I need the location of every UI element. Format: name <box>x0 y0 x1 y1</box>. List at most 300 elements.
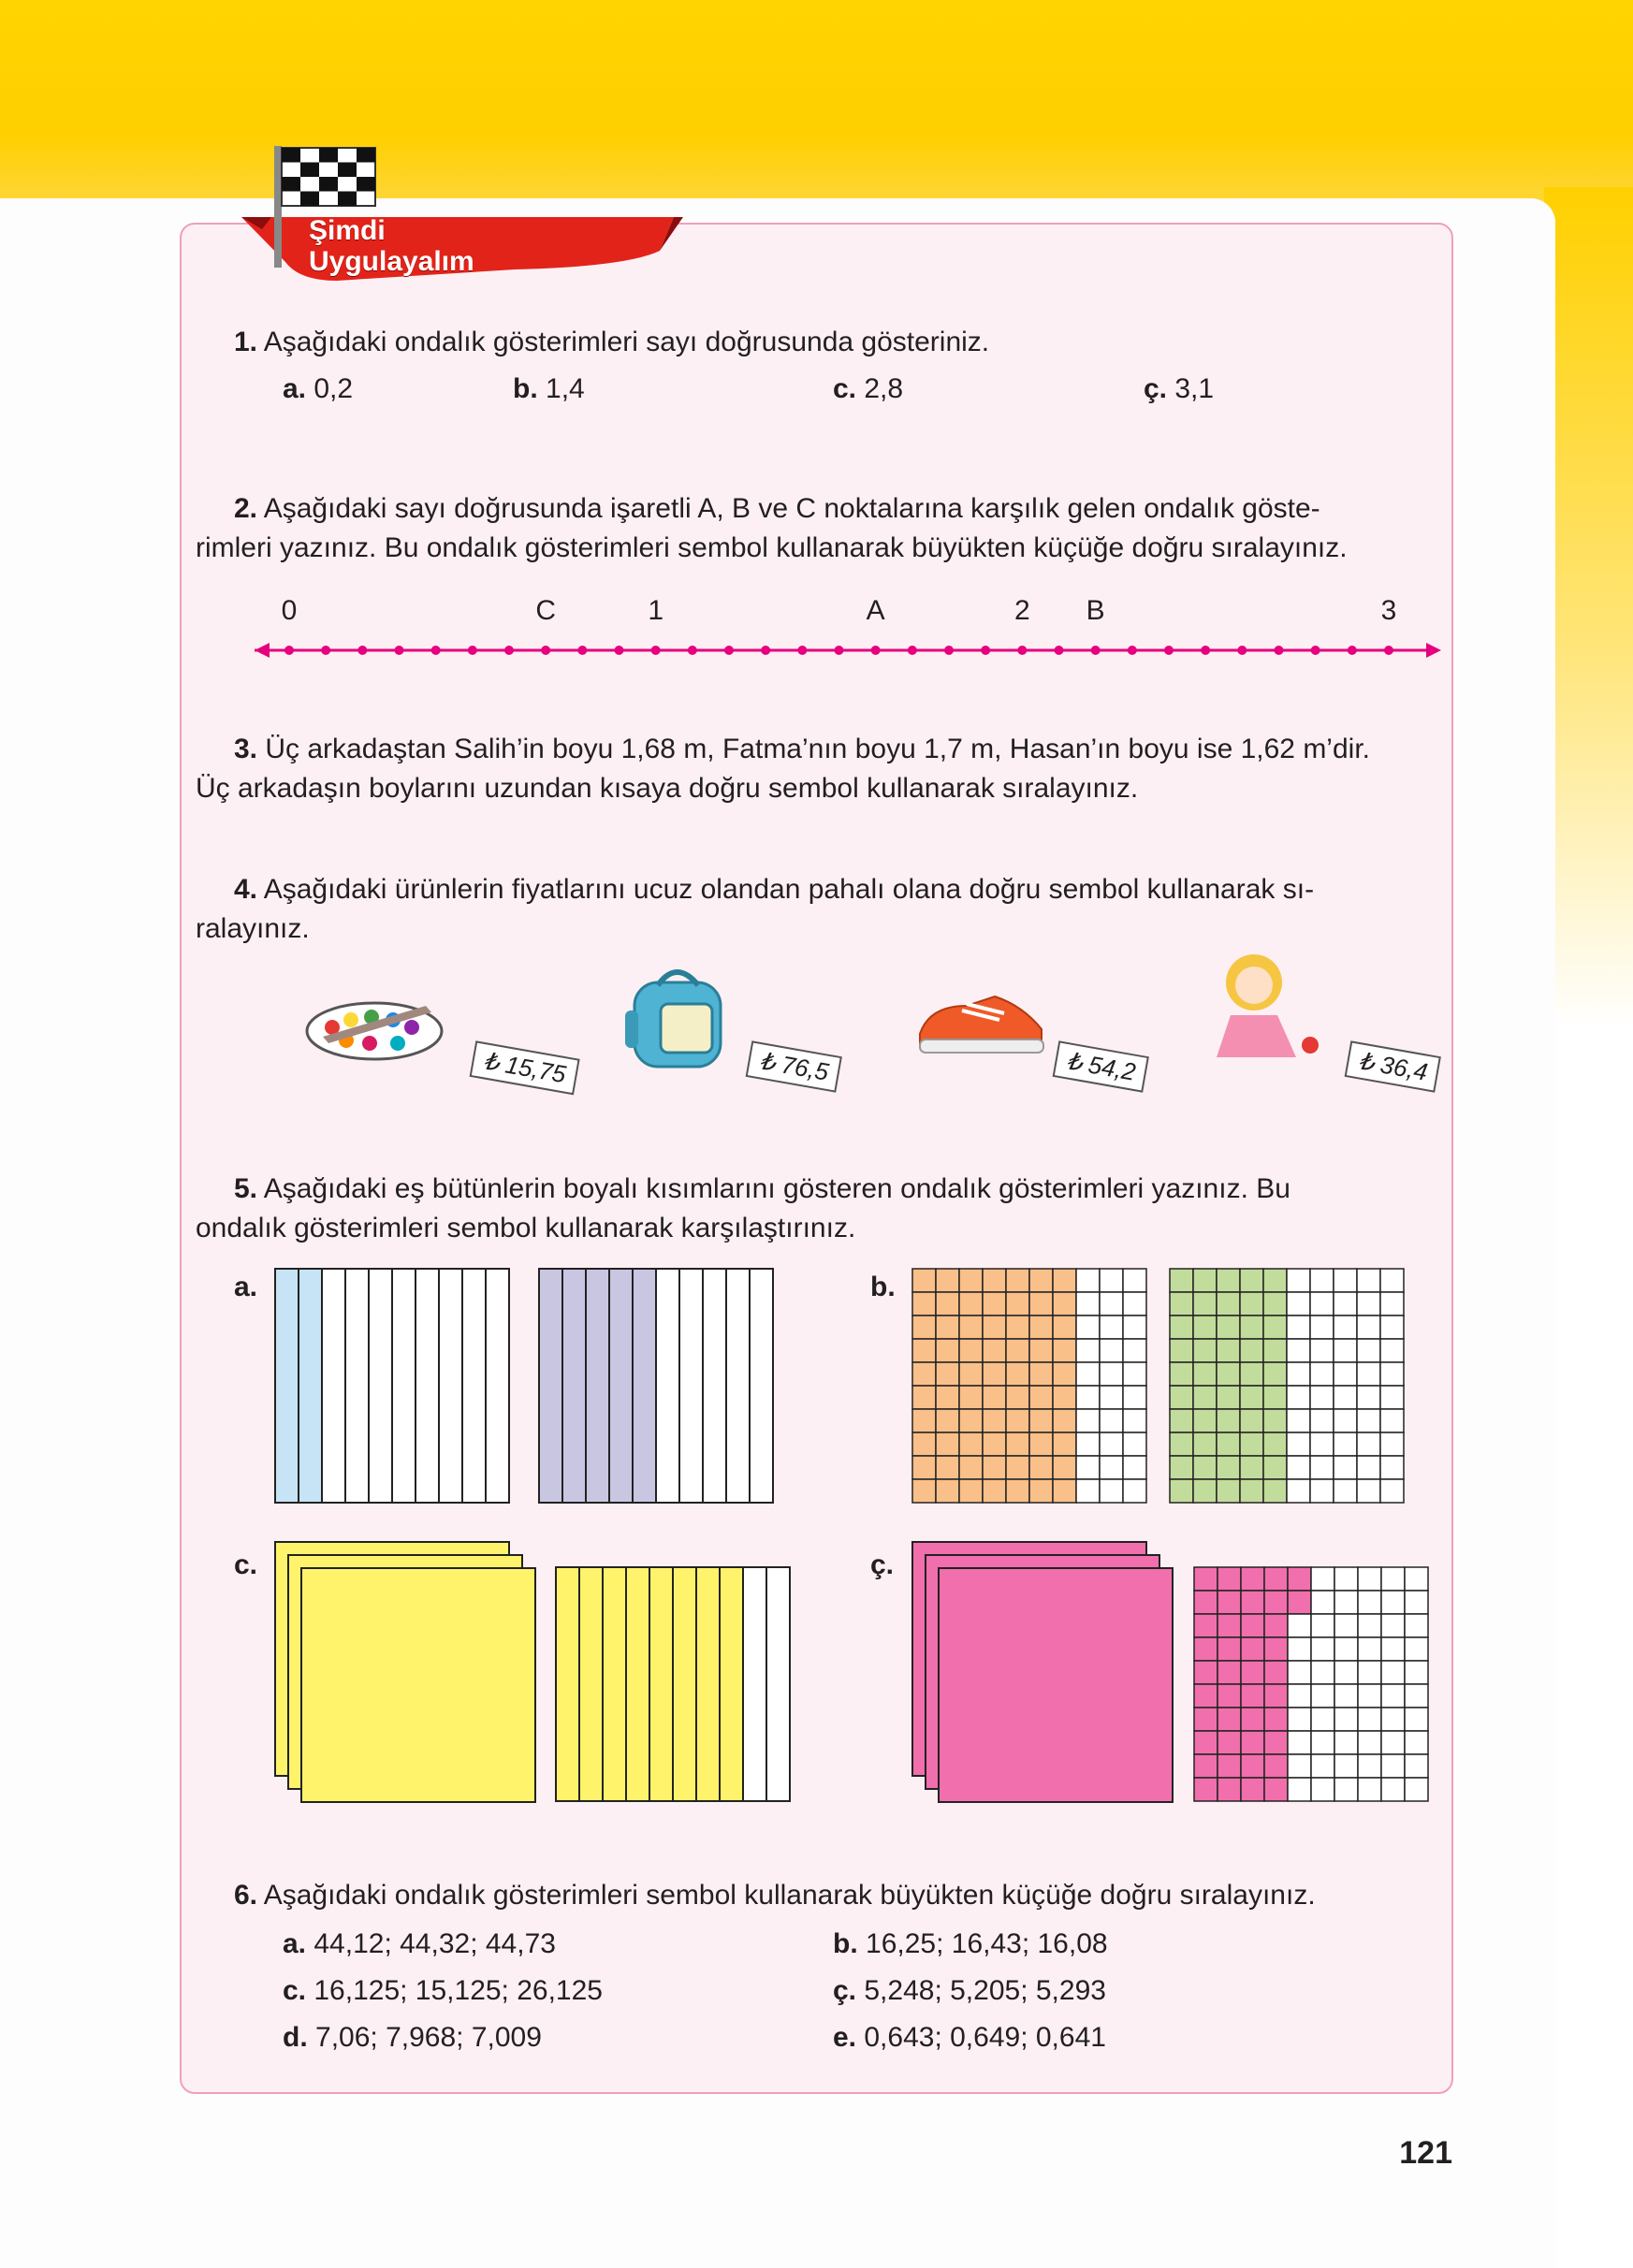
hundredth-cell <box>1405 1708 1428 1731</box>
tenth-strip <box>679 1269 703 1503</box>
hundredth-cell <box>1241 1754 1264 1778</box>
hundredth-cell <box>936 1316 959 1339</box>
hundredth-cell <box>1123 1386 1146 1409</box>
hundredth-cell <box>1194 1684 1217 1708</box>
q5-part-c-label: c. <box>234 1549 258 1580</box>
hundredth-cell <box>1358 1614 1381 1637</box>
hundredth-cell <box>1405 1637 1428 1661</box>
hundredth-cell <box>1311 1778 1334 1801</box>
hundredth-cell <box>1334 1567 1358 1591</box>
q1-option-cc-label: ç. <box>1144 373 1168 404</box>
hundredth-cell <box>1381 1567 1405 1591</box>
hundredth-cell <box>1381 1708 1405 1731</box>
hundredth-cell <box>959 1386 983 1409</box>
hundredth-cell <box>1311 1614 1334 1637</box>
hundredth-cell <box>959 1432 983 1456</box>
hundredth-cell <box>1405 1754 1428 1778</box>
hundredth-cell <box>1100 1269 1123 1292</box>
hundredth-cell <box>1100 1432 1123 1456</box>
hundredth-cell <box>1310 1362 1334 1386</box>
hundredth-cell <box>1123 1479 1146 1503</box>
q5-text-line1: Aşağıdaki eş bütünlerin boyalı kısımlarını gösteren ondalık gösterimleri yazınız. Bu <box>263 1173 1290 1204</box>
hundredth-cell <box>1217 1339 1240 1362</box>
hundredth-cell <box>936 1409 959 1432</box>
hundredth-cell <box>1123 1456 1146 1479</box>
hundredth-cell <box>1405 1778 1428 1801</box>
hundredth-cell <box>1240 1269 1263 1292</box>
hundredth-cell <box>1357 1292 1380 1316</box>
hundredth-cell <box>1217 1661 1241 1684</box>
hundredth-cell <box>912 1269 936 1292</box>
hundredth-cell <box>1287 1362 1310 1386</box>
hundredth-cell <box>1240 1479 1263 1503</box>
hundredth-cell <box>1288 1591 1311 1614</box>
hundredth-cell <box>1193 1456 1217 1479</box>
number-line-label: 1 <box>648 595 663 626</box>
page-number: 121 <box>1399 2135 1452 2171</box>
tenth-strip <box>322 1269 345 1503</box>
hundredth-cell <box>1334 1591 1358 1614</box>
banner-title-line1: Şimdi <box>309 215 386 246</box>
hundredth-cell <box>1217 1684 1241 1708</box>
hundredth-cell <box>959 1409 983 1432</box>
hundredth-cell <box>1053 1339 1076 1362</box>
hundredth-cell <box>1287 1386 1310 1409</box>
hundredth-cell <box>1217 1754 1241 1778</box>
hundredth-cell <box>1310 1432 1334 1456</box>
hundredth-cell <box>1053 1432 1076 1456</box>
hundredth-cell <box>1357 1409 1380 1432</box>
hundredth-cell <box>1241 1684 1264 1708</box>
hundredth-cell <box>1263 1316 1287 1339</box>
hundredth-cell <box>1380 1432 1404 1456</box>
number-line-label: 2 <box>1013 595 1030 626</box>
hundredth-cell <box>1405 1614 1428 1637</box>
hundredth-cell <box>1100 1386 1123 1409</box>
hundredth-cell <box>912 1456 936 1479</box>
hundredth-cell <box>1053 1269 1076 1292</box>
hundredth-cell <box>1100 1292 1123 1316</box>
hundredth-cell <box>1381 1614 1405 1637</box>
hundredth-cell <box>1006 1409 1029 1432</box>
hundredth-cell <box>1217 1778 1241 1801</box>
hundredth-cell <box>1123 1409 1146 1432</box>
hundredth-cell <box>1241 1778 1264 1801</box>
tenth-strip <box>750 1269 773 1503</box>
hundredth-cell <box>1170 1362 1193 1386</box>
hundredth-cell <box>1170 1409 1193 1432</box>
hundredth-cell <box>936 1269 959 1292</box>
hundredth-cell <box>1240 1316 1263 1339</box>
q5-number: 5. <box>234 1173 258 1204</box>
hundredth-cell <box>1358 1684 1381 1708</box>
tenth-strip <box>369 1269 392 1503</box>
hundredth-cell <box>1193 1386 1217 1409</box>
hundredth-cell <box>1358 1637 1381 1661</box>
hundredth-cell <box>1006 1362 1029 1386</box>
number-line-label: C <box>535 595 556 626</box>
hundredth-cell <box>1193 1432 1217 1456</box>
hundredth-cell <box>1287 1316 1310 1339</box>
q1-option-a-label: a. <box>283 373 307 404</box>
hundredth-cell <box>1264 1778 1288 1801</box>
hundredth-cell <box>1217 1637 1241 1661</box>
hundredth-cell <box>1217 1708 1241 1731</box>
hundredth-cell <box>983 1362 1006 1386</box>
hundredth-cell <box>912 1479 936 1503</box>
hundredth-cell <box>1380 1362 1404 1386</box>
hundredth-cell <box>1029 1362 1053 1386</box>
hundredth-cell <box>1053 1386 1076 1409</box>
hundredth-cell <box>1029 1432 1053 1456</box>
hundredth-cell <box>1334 1754 1358 1778</box>
hundredth-cell <box>1170 1386 1193 1409</box>
hundredth-cell <box>1006 1316 1029 1339</box>
hundredth-cell <box>1357 1316 1380 1339</box>
hundredth-cell <box>912 1386 936 1409</box>
hundredth-cell <box>1170 1339 1193 1362</box>
tenth-strip <box>603 1567 626 1801</box>
hundredth-cell <box>1310 1269 1334 1292</box>
hundredth-cell <box>1240 1409 1263 1432</box>
hundredth-cell <box>1311 1754 1334 1778</box>
hundredth-cell <box>1123 1269 1146 1292</box>
hundredth-cell <box>1240 1386 1263 1409</box>
number-line-label: B <box>1086 595 1105 626</box>
hundredth-cell <box>1287 1409 1310 1432</box>
q1-option-b-value: 1,4 <box>546 373 585 404</box>
hundredth-cell <box>983 1316 1006 1339</box>
q5-part-cc-label: ç. <box>870 1549 895 1580</box>
hundredth-cell <box>1100 1316 1123 1339</box>
hundredth-cell <box>1288 1778 1311 1801</box>
tenth-strip <box>462 1269 486 1503</box>
hundredth-cell <box>1358 1778 1381 1801</box>
hundredth-cell <box>983 1292 1006 1316</box>
hundredth-cell <box>1193 1316 1217 1339</box>
hundredth-cell <box>1217 1292 1240 1316</box>
hundredth-cell <box>1194 1661 1217 1684</box>
hundredth-cell <box>1357 1432 1380 1456</box>
hundredth-cell <box>1358 1754 1381 1778</box>
q5-part-a-label: a. <box>234 1272 258 1302</box>
q6-number: 6. <box>234 1880 258 1911</box>
hundredth-cell <box>1263 1409 1287 1432</box>
tenth-strip <box>579 1567 603 1801</box>
q6-option-b <box>833 1925 1108 1964</box>
q6-prompt <box>234 1876 1316 1915</box>
hundredth-cell <box>912 1362 936 1386</box>
hundredth-cell <box>1076 1456 1100 1479</box>
hundredth-cell <box>983 1339 1006 1362</box>
q6-option-d-label: d. <box>283 2022 308 2053</box>
hundredth-cell <box>1076 1432 1100 1456</box>
tenth-strip <box>609 1269 633 1503</box>
tenth-strip <box>392 1269 416 1503</box>
hundredth-cell <box>1029 1316 1053 1339</box>
hundredth-cell <box>983 1479 1006 1503</box>
q6-option-c-value: 16,125; 15,125; 26,125 <box>313 1975 603 2006</box>
q5-part-b-label: b. <box>870 1272 896 1302</box>
tenth-strip <box>439 1269 462 1503</box>
hundredth-cell <box>1053 1409 1076 1432</box>
hundredth-cell <box>1100 1479 1123 1503</box>
hundredth-cell <box>1170 1269 1193 1292</box>
hundredth-cell <box>1193 1479 1217 1503</box>
hundredth-cell <box>1029 1269 1053 1292</box>
q4-number: 4. <box>234 874 258 905</box>
hundredth-cell <box>1334 1479 1357 1503</box>
hundredth-cell <box>1240 1362 1263 1386</box>
hundredth-cell <box>1287 1456 1310 1479</box>
q6-option-b-label: b. <box>833 1928 858 1959</box>
tenth-strip <box>299 1269 322 1503</box>
model-3-2 <box>556 1567 790 1801</box>
hundredth-cell <box>1194 1637 1217 1661</box>
hundredth-cell <box>1217 1432 1240 1456</box>
model-4-1 <box>912 1542 1173 1802</box>
hundredth-cell <box>1287 1269 1310 1292</box>
hundredth-cell <box>1240 1432 1263 1456</box>
price-tag-doll: ₺ 36,4 <box>1345 1040 1442 1092</box>
hundredth-cell <box>936 1362 959 1386</box>
hundredth-cell <box>1170 1479 1193 1503</box>
hundredth-cell <box>1357 1339 1380 1362</box>
hundredth-cell <box>1076 1386 1100 1409</box>
tenth-strip <box>766 1567 790 1801</box>
hundredth-cell <box>1334 1778 1358 1801</box>
hundredth-cell <box>1334 1316 1357 1339</box>
hundredth-cell <box>1264 1661 1288 1684</box>
model-3-1 <box>275 1542 535 1802</box>
number-line-label: 0 <box>281 595 298 626</box>
hundredth-cell <box>1358 1661 1381 1684</box>
q2-text-line1: Aşağıdaki sayı doğrusunda işaretli A, B ve C noktalarına karşılık gelen ondalık göste- <box>263 493 1320 524</box>
hundredth-cell <box>1123 1339 1146 1362</box>
hundredth-cell <box>959 1316 983 1339</box>
hundredth-cell <box>1241 1637 1264 1661</box>
hundredth-cell <box>1288 1614 1311 1637</box>
hundredth-cell <box>1006 1456 1029 1479</box>
hundredth-cell <box>1263 1456 1287 1479</box>
hundredth-cell <box>1334 1661 1358 1684</box>
tenth-strip <box>626 1567 649 1801</box>
q6-option-a-label: a. <box>283 1928 307 1959</box>
hundredth-cell <box>1193 1409 1217 1432</box>
hundredth-cell <box>1358 1708 1381 1731</box>
q2-number: 2. <box>234 493 258 524</box>
hundredth-cell <box>936 1339 959 1362</box>
hundredth-cell <box>1264 1614 1288 1637</box>
hundredth-cell <box>1029 1292 1053 1316</box>
model-1-1 <box>275 1269 509 1503</box>
hundredth-cell <box>1334 1614 1358 1637</box>
hundredth-cell <box>1217 1567 1241 1591</box>
hundredth-cell <box>912 1292 936 1316</box>
q1-option-c-label: c. <box>833 373 857 404</box>
hundredth-cell <box>1381 1754 1405 1778</box>
hundredth-cell <box>1287 1292 1310 1316</box>
hundredth-cell <box>1263 1269 1287 1292</box>
hundredth-cell <box>1053 1292 1076 1316</box>
hundredth-cell <box>1380 1479 1404 1503</box>
q1-option-a-value: 0,2 <box>313 373 354 404</box>
tenth-strip <box>562 1269 586 1503</box>
hundredth-cell <box>1311 1637 1334 1661</box>
q6-option-e-label: e. <box>833 2022 857 2053</box>
hundredth-cell <box>1193 1362 1217 1386</box>
hundredth-cell <box>1288 1731 1311 1754</box>
whole-square <box>301 1568 535 1802</box>
hundredth-cell <box>1264 1731 1288 1754</box>
tenth-strip <box>275 1269 299 1503</box>
tenth-strip <box>649 1567 673 1801</box>
hundredth-cell <box>1076 1362 1100 1386</box>
hundredth-cell <box>1053 1362 1076 1386</box>
hundredth-cell <box>1053 1456 1076 1479</box>
hundredth-cell <box>1263 1386 1287 1409</box>
price-tag-palette: ₺ 15,75 <box>470 1040 580 1095</box>
hundredth-cell <box>1217 1316 1240 1339</box>
hundredth-cell <box>1006 1292 1029 1316</box>
hundredth-cell <box>1240 1292 1263 1316</box>
hundredth-cell <box>1287 1479 1310 1503</box>
q6-text: Aşağıdaki ondalık gösterimleri sembol kullanarak büyükten küçüğe doğru sıralayınız. <box>263 1880 1316 1911</box>
hundredth-cell <box>959 1479 983 1503</box>
hundredth-cell <box>1311 1708 1334 1731</box>
tenth-strip <box>656 1269 679 1503</box>
hundredth-cell <box>1334 1409 1357 1432</box>
hundredth-cell <box>936 1456 959 1479</box>
q6-option-c-label: c. <box>283 1975 307 2006</box>
hundredth-cell <box>1076 1292 1100 1316</box>
hundredth-cell <box>1358 1591 1381 1614</box>
hundredth-cell <box>1334 1456 1357 1479</box>
hundredth-cell <box>1217 1614 1241 1637</box>
hundredth-cell <box>1263 1339 1287 1362</box>
hundredth-cell <box>912 1339 936 1362</box>
hundredth-cell <box>959 1339 983 1362</box>
hundredth-cell <box>1264 1567 1288 1591</box>
q1-option-b-label: b. <box>513 373 538 404</box>
hundredth-cell <box>1100 1456 1123 1479</box>
hundredth-cell <box>1358 1731 1381 1754</box>
hundredth-cell <box>1381 1684 1405 1708</box>
hundredth-cell <box>1076 1409 1100 1432</box>
hundredth-cell <box>1380 1339 1404 1362</box>
hundredth-cell <box>1029 1339 1053 1362</box>
q4-text-line1: Aşağıdaki ürünlerin fiyatlarını ucuz olandan pahalı olana doğru sembol kullanarak sı- <box>263 874 1315 905</box>
hundredth-cell <box>1194 1567 1217 1591</box>
q6-option-e <box>833 2018 1106 2057</box>
hundredth-cell <box>1357 1479 1380 1503</box>
tenth-strip <box>726 1269 750 1503</box>
tenth-strip <box>539 1269 562 1503</box>
hundredth-cell <box>1100 1339 1123 1362</box>
hundredth-cell <box>1334 1269 1357 1292</box>
hundredth-cell <box>1288 1567 1311 1591</box>
hundredth-cell <box>1193 1339 1217 1362</box>
hundredth-cell <box>1405 1661 1428 1684</box>
tenth-strip <box>673 1567 696 1801</box>
hundredth-cell <box>983 1456 1006 1479</box>
hundredth-cell <box>1288 1754 1311 1778</box>
hundredth-cell <box>1381 1637 1405 1661</box>
hundredth-cell <box>1241 1731 1264 1754</box>
hundredth-cell <box>912 1432 936 1456</box>
hundredth-cell <box>1310 1386 1334 1409</box>
hundredth-cell <box>1334 1386 1357 1409</box>
model-4-2 <box>1194 1567 1428 1801</box>
tenth-strip <box>345 1269 369 1503</box>
hundredth-cell <box>936 1479 959 1503</box>
hundredth-cell <box>1029 1479 1053 1503</box>
hundredth-cell <box>1194 1754 1217 1778</box>
hundredth-cell <box>959 1269 983 1292</box>
hundredth-cell <box>1263 1292 1287 1316</box>
hundredth-cell <box>1288 1661 1311 1684</box>
price-tag-sneakers: ₺ 54,2 <box>1053 1040 1150 1092</box>
hundredth-cell <box>1217 1456 1240 1479</box>
whole-square <box>939 1568 1173 1802</box>
q6-option-d <box>283 2018 542 2057</box>
hundredth-cell <box>1263 1362 1287 1386</box>
hundredth-cell <box>1241 1661 1264 1684</box>
hundredth-cell <box>1334 1731 1358 1754</box>
q6-option-a-value: 44,12; 44,32; 44,73 <box>313 1928 556 1959</box>
hundredth-cell <box>1287 1432 1310 1456</box>
q3-number: 3. <box>234 734 258 764</box>
hundredth-cell <box>1381 1591 1405 1614</box>
hundredth-cell <box>1217 1386 1240 1409</box>
q6-option-e-value: 0,643; 0,649; 0,641 <box>864 2022 1106 2053</box>
hundredth-cell <box>1357 1362 1380 1386</box>
hundredth-cell <box>1310 1409 1334 1432</box>
hundredth-cell <box>1241 1567 1264 1591</box>
q3-prompt-line2: Üç arkadaşın boylarını uzundan kısaya doğru sembol kullanarak sıralayınız. <box>196 773 1139 804</box>
hundredth-cell <box>1100 1409 1123 1432</box>
hundredth-cell <box>1357 1269 1380 1292</box>
hundredth-cell <box>1380 1316 1404 1339</box>
hundredth-cell <box>1288 1708 1311 1731</box>
hundredth-cell <box>1311 1661 1334 1684</box>
hundredth-cell <box>1263 1479 1287 1503</box>
hundredth-cell <box>1053 1479 1076 1503</box>
hundredth-cell <box>1311 1591 1334 1614</box>
hundredth-cell <box>1357 1386 1380 1409</box>
hundredth-cell <box>1053 1316 1076 1339</box>
hundredth-cell <box>959 1292 983 1316</box>
hundredth-cell <box>1310 1456 1334 1479</box>
tenth-strip <box>720 1567 743 1801</box>
tenth-strip <box>416 1269 439 1503</box>
q5-prompt-line2: ondalık gösterimleri sembol kullanarak karşılaştırınız. <box>196 1213 856 1243</box>
hundredth-cell <box>1334 1292 1357 1316</box>
price-tag-backpack: ₺ 76,5 <box>746 1040 843 1092</box>
tenth-strip <box>633 1269 656 1503</box>
hundredth-cell <box>1217 1731 1241 1754</box>
hundredth-cell <box>1123 1316 1146 1339</box>
q2-prompt-line2: rimleri yazınız. Bu ondalık gösterimleri sembol kullanarak büyükten küçüğe doğru sıralayınız. <box>196 532 1348 563</box>
hundredth-cell <box>1123 1362 1146 1386</box>
hundredth-cell <box>1405 1684 1428 1708</box>
hundredth-cell <box>1194 1591 1217 1614</box>
hundredth-cell <box>1311 1731 1334 1754</box>
hundredth-cell <box>983 1432 1006 1456</box>
hundredth-cell <box>1029 1456 1053 1479</box>
hundredth-cell <box>1380 1456 1404 1479</box>
tenth-strip <box>696 1567 720 1801</box>
